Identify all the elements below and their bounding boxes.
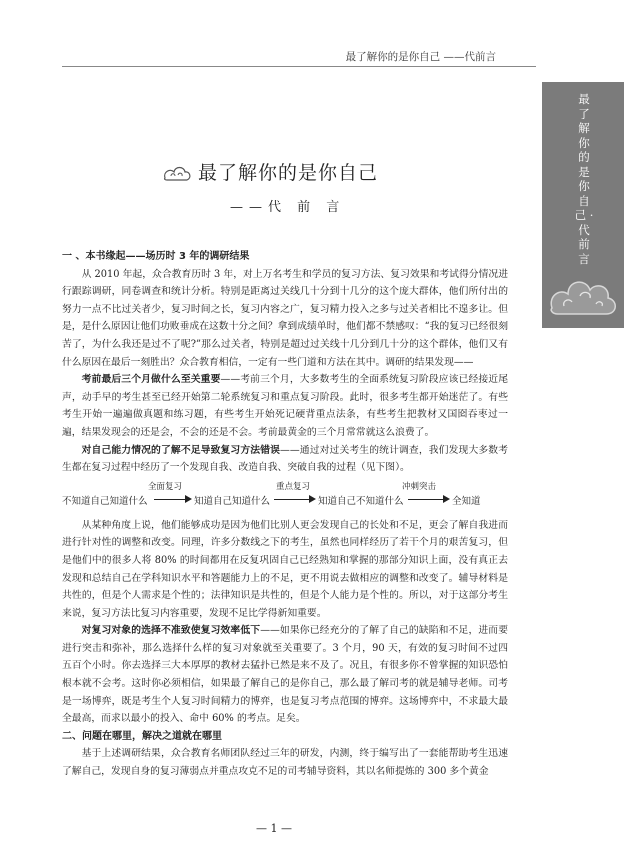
- body-content: [62, 248, 508, 781]
- page-subtitle: ——代 前 言: [230, 200, 346, 215]
- page-title: 最了解你的是你自己: [198, 162, 379, 184]
- flow-node: 知道自己知道什么: [194, 495, 271, 507]
- flow-label: 重点复习: [276, 481, 311, 492]
- bold-lead: 对复习对象的选择不准致使复习效率低下: [81, 625, 261, 637]
- flow-label: 全面复习: [148, 481, 183, 492]
- section-heading: 二、问题在哪里，解决之道就在哪里: [62, 730, 222, 742]
- paragraph: 从某种角度上说，他们能够成功是因为他们比别人更会发现自己的长处和不足，更会了解自我进而进行针对性的调整和改变。同理，许多分数线之下的考生，虽然也同样经历了若干个月的艰苦复习，但是他们中的很多人将 80% 的时间都用在反复巩固自己已经熟知和掌握的那部分知识上面，没有真正去发现和总结自己在学科知识水平和答题能力上的不足，更不用说去做相应的调整和改变了。辅导材料是共性的，但是个人需求是个性的；法律知识是共性的，但是个人能力是个性的。所以，对于这部分考生来说，复习方法比复习内容重要，发现不足比学得新知重要。: [62, 519, 508, 619]
- flow-node: 不知道自己知道什么: [62, 495, 148, 507]
- running-header: 最了解你的是你自己 ——代前言: [345, 51, 496, 63]
- paragraph-text: ——通过对过关考生的统计调查，我们发现大多数考生都在复习过程中经历了一个发现自我、改造自我、突破自我的过程（见下图）。: [62, 444, 509, 474]
- flow-node: 知道自己不知道什么: [318, 495, 404, 507]
- cloud-ornament-icon: [546, 262, 620, 324]
- paragraph-text: ——考前三个月，大多数考生的全面系统复习阶段应该已经接近尾声，动手早的考生甚至已经开始第二轮系统复习和重点复习阶段。此时，很多考生都开始迷茫了。有些考生开始一遍遍做真题和练习题，有些考生开始死记硬背重点法条，有些考生把教材又国囵吞枣过一遍，结果发现会的还是会，不会的还是不会。考前最黄金的三个月常常就这么浪费了。: [62, 374, 509, 438]
- paragraph: [62, 371, 508, 441]
- paragraph: 从 2010 年起，众合教育历时 3 年，对上万名考生和学员的复习方法、复习效果和考试得分情况进行跟踪调研，同卷调查和统计分析。特别是距离过关线几十分到十几分的这个庞大群体，他们所付出的努力一点不比过关者少，复习时间之长，复习内容之广，复习精力投入之多与过关者相比不遑多让。但是，是什么原因让他们功败垂成在这数十分之间？拿到成绩单时，他们都不禁感叹：“我的复习已经很刻苦了，为什么我还是过不了呢?”那么过关者，特别是超过过关线十几分到几十分的这个群体，他们又有什么原因在最后一刻胜出？众合教育相信，一定有一些门道和方法在其中。调研的结果发现——: [62, 268, 508, 368]
- page-number: — 1 —: [256, 822, 292, 835]
- flow-arrow: [154, 499, 186, 500]
- flow-arrow: [274, 499, 310, 500]
- paragraph: [62, 442, 508, 477]
- flow-arrowhead: [185, 495, 192, 503]
- paragraph: [62, 622, 508, 728]
- flow-arrowhead: [443, 495, 450, 503]
- section-heading: 一 、本书缘起——场历时 3 年的调研结果: [62, 251, 250, 262]
- cloud-title-icon: [162, 164, 192, 184]
- header-rule: [62, 66, 536, 67]
- flow-arrowhead: [309, 495, 316, 503]
- bold-lead: 考前最后三个月做什么至关重要: [81, 374, 221, 386]
- paragraph-text: ——如果你已经充分的了解了自己的缺陷和不足，进而要进行突击和弥补，那么选择什么样的复习对象就至关重要了。3 个月，90 天，有效的复习时间不过四五百个小时。你去选择三大本厚厚的教材去猛扑已然是来不及了。况且，有很多你不曾掌握的知识恐怕根本就不会考。这时你必须相信，如果最了解自己的是你自己，那么最了解司考的就是辅导老师。司考是一场博弈，既是考生个人复习时间精力的博弈，也是复习考点范围的博弈。这场博弈中，不求最大最全最高，而求以最小的投入、命中 60% 的考点。足矣。: [62, 625, 509, 725]
- flow-arrow: [408, 499, 444, 500]
- flow-node: 全知道: [452, 495, 481, 507]
- paragraph: 基于上述调研结果，众合教育名师团队经过三年的研发，内测，终于编写出了一套能帮助考生迅速了解自己，发现自身的复习薄弱点并重点攻克不足的司考辅导资料，其以名师提炼的 300 多个黄金: [62, 748, 508, 778]
- progress-flow-diagram: [62, 479, 508, 509]
- bold-lead: 对自己能力情况的了解不足导致复习方法错误: [81, 444, 281, 456]
- side-tab-text: 最了解你的是你自己 · 代前言: [574, 92, 594, 266]
- flow-label: 冲刺突击: [402, 481, 437, 492]
